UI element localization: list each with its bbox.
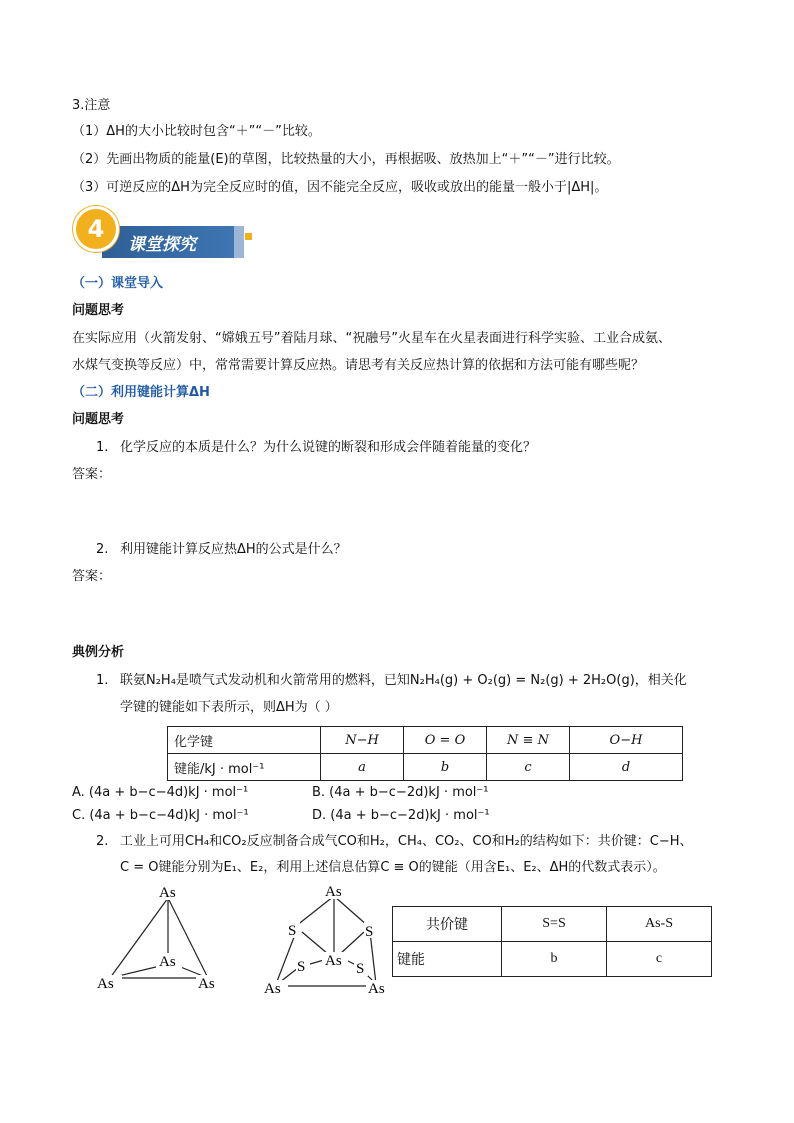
- table-cell: c: [487, 754, 570, 781]
- as4-structure-diagram: [90, 880, 230, 1000]
- option-c: C. (4a + b−c−4d)kJ · mol⁻¹: [72, 808, 249, 823]
- option-a: A. (4a + b−c−4d)kJ · mol⁻¹: [72, 785, 249, 800]
- table-cell: O−H: [570, 727, 683, 754]
- section1-title: （一）课堂导入: [72, 276, 164, 291]
- bond-energy-table: [167, 726, 683, 781]
- table-row: [393, 907, 712, 942]
- atom-label: S: [365, 924, 374, 940]
- atom-label: As: [159, 954, 176, 970]
- table-cell: b: [502, 942, 607, 977]
- table-cell: As-S: [607, 907, 712, 942]
- question-1-text: 化学反应的本质是什么？为什么说键的断裂和形成会伴随着能量的变化？: [120, 440, 537, 455]
- table-cell: 化学键: [168, 727, 321, 754]
- banner-decoration: [245, 233, 252, 240]
- answer-2-label: 答案：: [72, 569, 112, 584]
- section-banner: [102, 226, 242, 258]
- section1-para2: 水煤气变换等反应）中，常常需要计算反应热。请思考有关反应热计算的依据和方法可能有哪些呢？: [72, 358, 645, 373]
- atom-label: As: [97, 976, 114, 992]
- table-cell: N−H: [321, 727, 404, 754]
- table-cell: 共价键: [393, 907, 502, 942]
- atom-label: As: [264, 981, 281, 997]
- examples-title: 典例分析: [72, 645, 125, 660]
- atom-label: As: [368, 981, 385, 997]
- question-1-number: 1.: [96, 440, 109, 455]
- banner-title: 课堂探究: [128, 234, 196, 255]
- option-d: D. (4a + b−c−2d)kJ · mol⁻¹: [312, 808, 490, 823]
- table-row: [393, 942, 712, 977]
- example-1-number: 1.: [96, 673, 109, 688]
- note-item-1: （1）ΔH的大小比较时包含“＋”“－”比较。: [72, 124, 321, 139]
- table-cell: 键能: [393, 942, 502, 977]
- section1-subtitle: 问题思考: [72, 303, 125, 318]
- table-row: [168, 754, 683, 781]
- example-1-line1: 联氨N₂H₄是喷气式发动机和火箭常用的燃料，已知N₂H₄(g) + O₂(g) = N₂(g) + 2H₂O(g)，相关化: [120, 673, 687, 688]
- example-2-line1: 工业上可用CH₄和CO₂反应制备合成气CO和H₂，CH₄、CO₂、CO和H₂的结构如下：共价键：C−H、: [120, 834, 693, 849]
- table-cell: d: [570, 754, 683, 781]
- section2-title: （二）利用键能计算ΔH: [72, 385, 210, 400]
- table-cell: a: [321, 754, 404, 781]
- note-item-3: （3）可逆反应的ΔH为完全反应时的值，因不能完全反应，吸收或放出的能量一般小于|ΔH|。: [72, 180, 608, 195]
- atom-label: S: [288, 923, 297, 939]
- table-cell: N ≡ N: [487, 727, 570, 754]
- atom-label: As: [325, 884, 342, 900]
- atom-label: S: [297, 959, 306, 975]
- section2-subtitle: 问题思考: [72, 412, 125, 427]
- table-cell: 键能/kJ · mol⁻¹: [168, 754, 321, 781]
- example-1-line2: 学键的键能如下表所示，则ΔH为（ ）: [120, 700, 338, 715]
- as4s4-structure-diagram: [258, 880, 398, 1002]
- banner-shadow: [234, 226, 244, 258]
- table-row: [168, 727, 683, 754]
- option-b: B. (4a + b−c−2d)kJ · mol⁻¹: [312, 785, 489, 800]
- example-2-number: 2.: [96, 834, 109, 849]
- atom-label: As: [159, 885, 176, 901]
- answer-1-label: 答案：: [72, 467, 112, 482]
- question-2-number: 2.: [96, 542, 109, 557]
- table-cell: S=S: [502, 907, 607, 942]
- notes-heading: 3.注意: [72, 98, 111, 113]
- banner-number: 4: [73, 206, 119, 252]
- atom-label: S: [356, 961, 365, 977]
- covalent-bond-table: [392, 906, 712, 977]
- atom-label: As: [325, 953, 342, 969]
- note-item-2: （2）先画出物质的能量(E)的草图，比较热量的大小，再根据吸、放热加上“＋”“－”进行比较。: [72, 152, 620, 167]
- table-cell: c: [607, 942, 712, 977]
- table-cell: O = O: [404, 727, 487, 754]
- question-2-text: 利用键能计算反应热ΔH的公式是什么？: [120, 542, 347, 557]
- atom-label: As: [198, 976, 215, 992]
- example-2-line2: C = O键能分别为E₁、E₂，利用上述信息估算C ≡ O的键能（用含E₁、E₂、ΔH的代数式表示）。: [120, 860, 666, 875]
- section1-para1: 在实际应用（火箭发射、“嫦娥五号”着陆月球、“祝融号”火星车在火星表面进行科学实验、工业合成氨、: [72, 331, 671, 346]
- table-cell: b: [404, 754, 487, 781]
